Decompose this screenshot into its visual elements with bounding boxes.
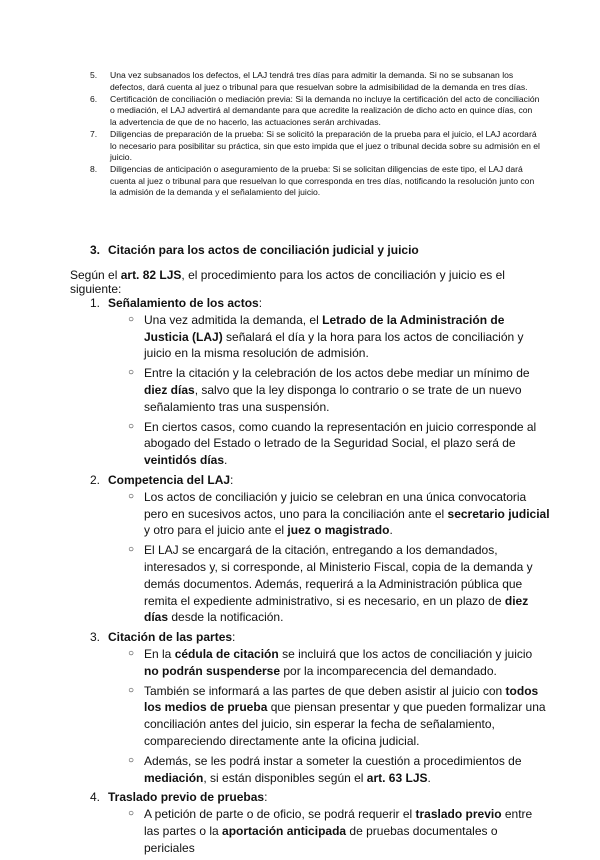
- circle-bullet-icon: ○: [128, 367, 135, 379]
- emphasis-text: cédula de citación: [174, 646, 279, 661]
- emphasis-text: diez días: [144, 593, 529, 625]
- detail-text: que piensan presentar y que pueden formalizar una conciliación antes del juicio, sin esperar la fecha de señalamiento, compareciendo directamente ante la oficina judicial.: [144, 700, 546, 748]
- circle-bullet-icon: ○: [128, 808, 135, 820]
- list-item: [90, 94, 540, 129]
- list-item: [90, 129, 540, 164]
- detail-text: También se informará a las partes de que deben asistir al juicio con: [144, 683, 506, 698]
- detail-text: En la: [144, 646, 175, 661]
- detail-text: Además, se les podrá instar a someter la cuestión a procedimientos de: [144, 753, 522, 768]
- circle-bullet-icon: ○: [128, 544, 135, 556]
- step-number: 2.: [90, 472, 101, 487]
- detail-item: [128, 683, 550, 750]
- emphasis-text: aportación anticipada: [222, 823, 347, 838]
- detail-text: .: [224, 453, 228, 468]
- detail-text: señalará el día y la hora para los actos de conciliación y juicio en la misma resolución de admisión.: [144, 329, 524, 361]
- emphasis-text: secretario judicial: [447, 506, 550, 521]
- detail-item: [128, 365, 550, 415]
- emphasis-text: art. 63 LJS: [366, 770, 428, 785]
- step-details: [108, 489, 550, 626]
- emphasis-text: mediación: [144, 770, 204, 785]
- list-item: [90, 164, 540, 199]
- preceding-steps-list: [90, 70, 540, 200]
- article-reference: art. 82 LJS: [120, 268, 182, 282]
- step-title: Señalamiento de los actos: [108, 296, 259, 310]
- detail-item: [128, 542, 550, 626]
- item-number: 8.: [90, 164, 98, 175]
- step-title: Competencia del LAJ: [108, 472, 231, 487]
- procedure-steps-list: [90, 295, 550, 860]
- item-text: Una vez subsanados los defectos, el LAJ tendrá tres días para admitir la demanda. Si no se subsanan los defectos, dará cuenta al juez o tribunal para que resuelvan sobre la admisibilidad de la demanda en tres días.: [110, 70, 528, 92]
- section-number: 3.: [90, 243, 101, 257]
- step-number: 3.: [90, 630, 101, 645]
- emphasis-text: todos los medios de prueba: [144, 683, 539, 715]
- detail-item: [128, 312, 550, 362]
- procedure-step: [90, 295, 550, 469]
- detail-text: El LAJ se encargará de la citación, entregando a los demandados, interesados y, si corresponde, al Ministerio Fiscal, copia de la demanda y demás documentos. Además, requerirá a la Administración pública que remita el expediente administrativo, si es necesario, en un plazo de: [144, 543, 533, 608]
- detail-text: , si están disponibles según el: [203, 770, 367, 785]
- step-number: 4.: [90, 790, 101, 805]
- step-title: Citación de las partes: [108, 630, 233, 645]
- step-number: 1.: [90, 296, 101, 310]
- procedure-step: [90, 472, 550, 626]
- emphasis-text: Letrado de la Administración de Justicia (LAJ): [144, 312, 505, 344]
- procedure-step: [90, 789, 550, 856]
- detail-text: Entre la citación y la celebración de los actos debe mediar un mínimo de: [144, 366, 530, 381]
- circle-bullet-icon: ○: [128, 313, 135, 325]
- detail-text: .: [389, 523, 393, 538]
- detail-text: En ciertos casos, como cuando la representación en juicio corresponde al abogado del Estado o letrado de la Seguridad Social, el plazo será de: [144, 419, 537, 451]
- detail-text: y otro para el juicio ante el: [144, 523, 288, 538]
- emphasis-text: no podrán suspenderse: [144, 663, 281, 678]
- step-colon: :: [258, 296, 263, 310]
- emphasis-text: juez o magistrado: [287, 523, 390, 538]
- procedure-step: [90, 629, 550, 786]
- item-text: Certificación de conciliación o mediación previa: Si la demanda no incluye la certificación del acto de conciliación o mediación, el LAJ advertirá al demandante para que acredite la realización de dicho acto en quince días, con la advertencia de que de no hacerlo, las actuaciones serán archivadas.: [110, 93, 540, 127]
- detail-text: por la incomparecencia del demandado.: [280, 663, 497, 678]
- intro-text: , el procedimiento para los actos de conciliación y juicio es el siguiente:: [70, 268, 505, 296]
- section-title: Citación para los actos de conciliación judicial y juicio: [108, 243, 419, 257]
- emphasis-text: veintidós días: [144, 453, 225, 468]
- detail-text: se incluirá que los actos de conciliación y juicio: [278, 646, 533, 661]
- circle-bullet-icon: ○: [128, 420, 135, 432]
- step-colon: :: [230, 472, 234, 487]
- circle-bullet-icon: ○: [128, 647, 135, 659]
- circle-bullet-icon: ○: [128, 754, 135, 766]
- step-details: [108, 806, 550, 856]
- detail-text: de pruebas documentales o periciales: [144, 823, 498, 855]
- step-colon: :: [264, 790, 268, 805]
- detail-item: [128, 806, 550, 856]
- circle-bullet-icon: ○: [128, 684, 135, 696]
- detail-text: A petición de parte o de oficio, se podrá requerir el: [144, 807, 416, 822]
- detail-text: desde la notificación.: [168, 610, 284, 625]
- detail-item: [128, 646, 550, 680]
- intro-paragraph: [70, 268, 550, 296]
- item-text: Diligencias de anticipación o aseguramiento de la prueba: Si se solicitan diligencias de este tipo, el LAJ dará cuenta al juez o tribunal para que resuelvan lo que corresponda en tres días, notificando la resolución junto con la admisión de la demanda y el señalamiento del juicio.: [110, 164, 535, 198]
- detail-text: Una vez admitida la demanda, el: [144, 312, 323, 327]
- detail-item: [128, 753, 550, 787]
- detail-text: Los actos de conciliación y juicio se celebran en una única convocatoria pero en sucesivos actos, uno para la conciliación ante el: [144, 489, 527, 521]
- detail-text: entre las partes o la: [144, 807, 533, 838]
- emphasis-text: traslado previo: [415, 807, 502, 822]
- detail-text: .: [427, 770, 431, 785]
- emphasis-text: diez días: [144, 382, 195, 397]
- list-item: [90, 70, 540, 93]
- item-number: 7.: [90, 128, 98, 139]
- section-heading: [90, 243, 419, 257]
- circle-bullet-icon: ○: [128, 490, 135, 502]
- detail-item: [128, 419, 550, 469]
- step-title: Traslado previo de pruebas: [108, 790, 265, 805]
- detail-item: [128, 489, 550, 539]
- intro-text: Según el: [70, 268, 121, 282]
- step-details: [108, 312, 550, 469]
- item-number: 5.: [90, 70, 98, 80]
- item-text: Diligencias de preparación de la prueba: Si se solicitó la preparación de la prueba para el juicio, el LAJ acordará lo necesario para posibilitar su práctica, sin que esto impida que el juez o tribunal decida sobre su admisión en el juicio.: [110, 128, 540, 163]
- step-colon: :: [232, 630, 236, 645]
- detail-text: , salvo que la ley disponga lo contrario o se trate de un nuevo señalamiento tras una suspensión.: [144, 382, 522, 414]
- step-details: [108, 646, 550, 786]
- item-number: 6.: [90, 93, 98, 104]
